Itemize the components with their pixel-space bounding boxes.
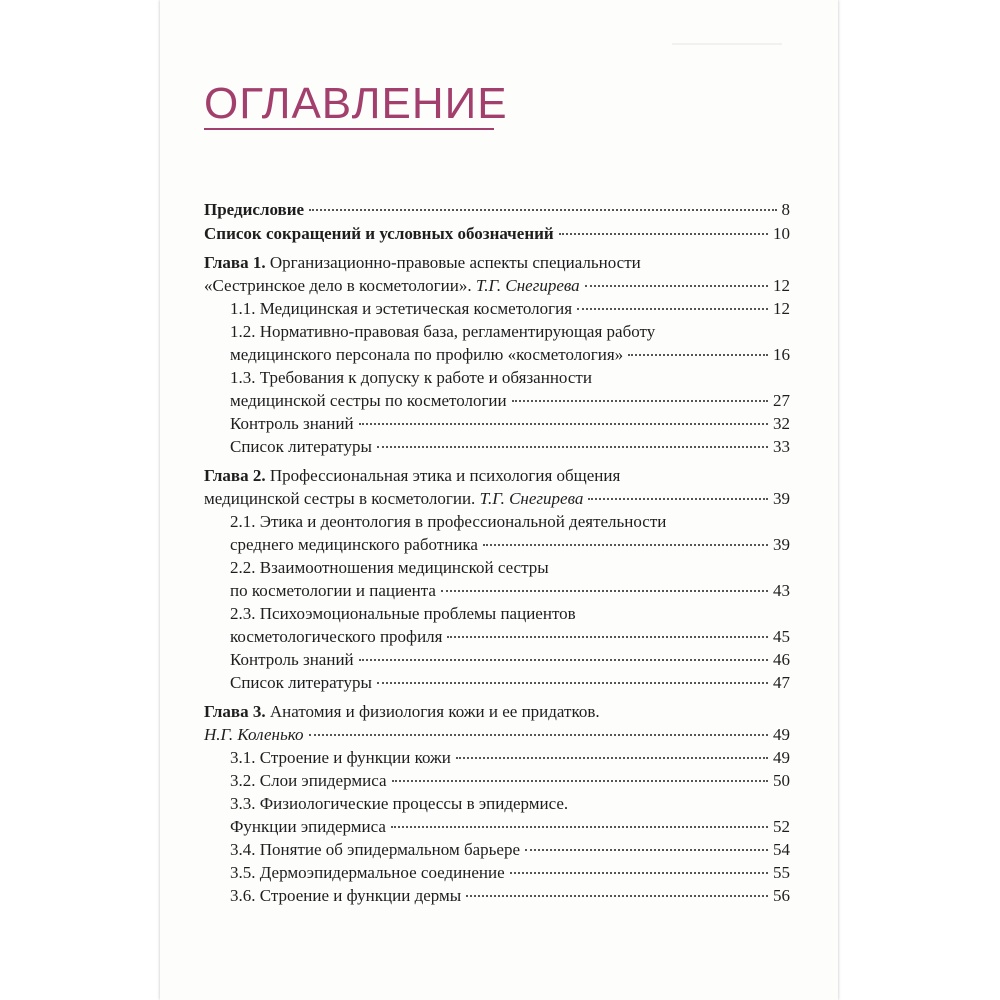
toc-page-number: 10 <box>773 224 790 243</box>
dot-leader <box>377 682 768 684</box>
section-title: 2.2. Взаимоотношения медицинской сестры <box>230 558 549 577</box>
title-underline <box>204 128 494 130</box>
toc-page-number: 49 <box>773 725 790 744</box>
bleed-through-text <box>672 38 782 50</box>
toc-page-number: 12 <box>773 299 790 318</box>
dot-leader <box>309 734 769 736</box>
chapter-title-cont: медицинской сестры в косметологии. <box>204 489 476 508</box>
toc-entry-preface[interactable] <box>204 198 790 221</box>
toc-page-number: 32 <box>773 414 790 433</box>
chapter-label: Глава 2. <box>204 466 266 485</box>
dot-leader <box>391 826 768 828</box>
toc-page-number: 55 <box>773 863 790 882</box>
section-title: Список литературы <box>230 673 372 692</box>
section-title: 1.2. Нормативно-правовая база, регламентирующая работу <box>230 322 656 341</box>
dot-leader <box>559 233 768 235</box>
dot-leader <box>392 780 768 782</box>
dot-leader <box>359 423 768 425</box>
toc-section-3-1[interactable] <box>204 746 790 769</box>
dot-leader <box>577 308 768 310</box>
section-title-cont: по косметологии и пациента <box>230 581 436 600</box>
toc-section-2-control[interactable] <box>204 648 790 671</box>
toc-section-3-2[interactable] <box>204 769 790 792</box>
toc-chapter-3[interactable] <box>204 700 790 746</box>
section-title: 3.6. Строение и функции дермы <box>230 886 462 905</box>
toc-entry-title: Предисловие <box>204 200 305 219</box>
toc-section-2-1[interactable] <box>204 510 790 556</box>
chapter-title: Профессиональная этика и психология общения <box>269 466 621 485</box>
toc-section-3-6[interactable] <box>204 884 790 907</box>
toc-page-number: 16 <box>773 345 790 364</box>
chapter-title: Анатомия и физиология кожи и ее придатков. <box>269 702 600 721</box>
dot-leader <box>359 659 768 661</box>
toc-page-number: 50 <box>773 771 790 790</box>
section-title: Список литературы <box>230 437 372 456</box>
section-title-cont: среднего медицинского работника <box>230 535 478 554</box>
toc-page-number: 56 <box>773 886 790 905</box>
toc-section-2-3[interactable] <box>204 602 790 648</box>
section-title: Контроль знаний <box>230 650 354 669</box>
section-title: 3.3. Физиологические процессы в эпидермисе. <box>230 794 569 813</box>
toc-entry-title: Список сокращений и условных обозначений <box>204 224 554 243</box>
toc-page-number: 12 <box>773 276 790 295</box>
section-title-cont: медицинского персонала по профилю «косметология» <box>230 345 624 364</box>
dot-leader <box>512 400 768 402</box>
section-title-cont: медицинской сестры по косметологии <box>230 391 507 410</box>
page-title: ОГЛАВЛЕНИЕ <box>204 79 508 128</box>
dot-leader <box>441 590 768 592</box>
toc-section-1-3[interactable] <box>204 366 790 412</box>
toc-section-3-4[interactable] <box>204 838 790 861</box>
toc-entry-abbreviations[interactable] <box>204 222 790 245</box>
chapter-title: Организационно-правовые аспекты специальности <box>269 253 641 272</box>
chapter-label: Глава 1. <box>204 253 266 272</box>
toc-page-number: 39 <box>773 535 790 554</box>
toc-page-number: 47 <box>773 673 790 692</box>
dot-leader <box>309 209 776 211</box>
chapter-author: Т.Г. Снегирева <box>475 276 580 295</box>
toc-chapter-2[interactable] <box>204 464 790 510</box>
section-title: 3.4. Понятие об эпидермальном барьере <box>230 840 520 859</box>
book-page <box>160 0 838 1000</box>
dot-leader <box>525 849 768 851</box>
toc-page-number: 39 <box>773 489 790 508</box>
dot-leader <box>456 757 768 759</box>
chapter-author: Н.Г. Коленько <box>204 725 304 744</box>
toc-page-number: 45 <box>773 627 790 646</box>
dot-leader <box>447 636 768 638</box>
chapter-title-cont: «Сестринское дело в косметологии». <box>204 276 472 295</box>
toc-section-2-literature[interactable] <box>204 671 790 694</box>
section-title: 2.1. Этика и деонтология в профессиональной деятельности <box>230 512 667 531</box>
dot-leader <box>585 285 768 287</box>
section-title: 1.3. Требования к допуску к работе и обязанности <box>230 368 592 387</box>
toc-page-number: 52 <box>773 817 790 836</box>
toc-page-number: 49 <box>773 748 790 767</box>
dot-leader <box>588 498 768 500</box>
section-title-cont: косметологического профиля <box>230 627 443 646</box>
toc-section-1-2[interactable] <box>204 320 790 366</box>
chapter-author: Т.Г. Снегирева <box>479 489 584 508</box>
section-title: 2.3. Психоэмоциональные проблемы пациентов <box>230 604 576 623</box>
toc-section-1-literature[interactable] <box>204 435 790 458</box>
toc-page-number: 54 <box>773 840 790 859</box>
dot-leader <box>510 872 768 874</box>
section-title: Контроль знаний <box>230 414 354 433</box>
toc-page-number: 46 <box>773 650 790 669</box>
section-title: 1.1. Медицинская и эстетическая косметология <box>230 299 573 318</box>
toc-section-1-control[interactable] <box>204 412 790 435</box>
dot-leader <box>628 354 768 356</box>
dot-leader <box>377 446 768 448</box>
toc-section-2-2[interactable] <box>204 556 790 602</box>
toc-section-3-3[interactable] <box>204 792 790 838</box>
section-title: 3.5. Дермоэпидермальное соединение <box>230 863 505 882</box>
chapter-label: Глава 3. <box>204 702 266 721</box>
toc-chapter-1[interactable] <box>204 251 790 297</box>
section-title: 3.1. Строение и функции кожи <box>230 748 451 767</box>
toc-page-number: 27 <box>773 391 790 410</box>
toc-page-number: 8 <box>781 200 790 219</box>
toc-section-1-1[interactable] <box>204 297 790 320</box>
dot-leader <box>466 895 768 897</box>
toc-page-number: 33 <box>773 437 790 456</box>
toc-page-number: 43 <box>773 581 790 600</box>
toc-section-3-5[interactable] <box>204 861 790 884</box>
section-title: 3.2. Слои эпидермиса <box>230 771 387 790</box>
section-title-cont: Функции эпидермиса <box>230 817 386 836</box>
table-of-contents <box>204 198 790 907</box>
dot-leader <box>483 544 768 546</box>
